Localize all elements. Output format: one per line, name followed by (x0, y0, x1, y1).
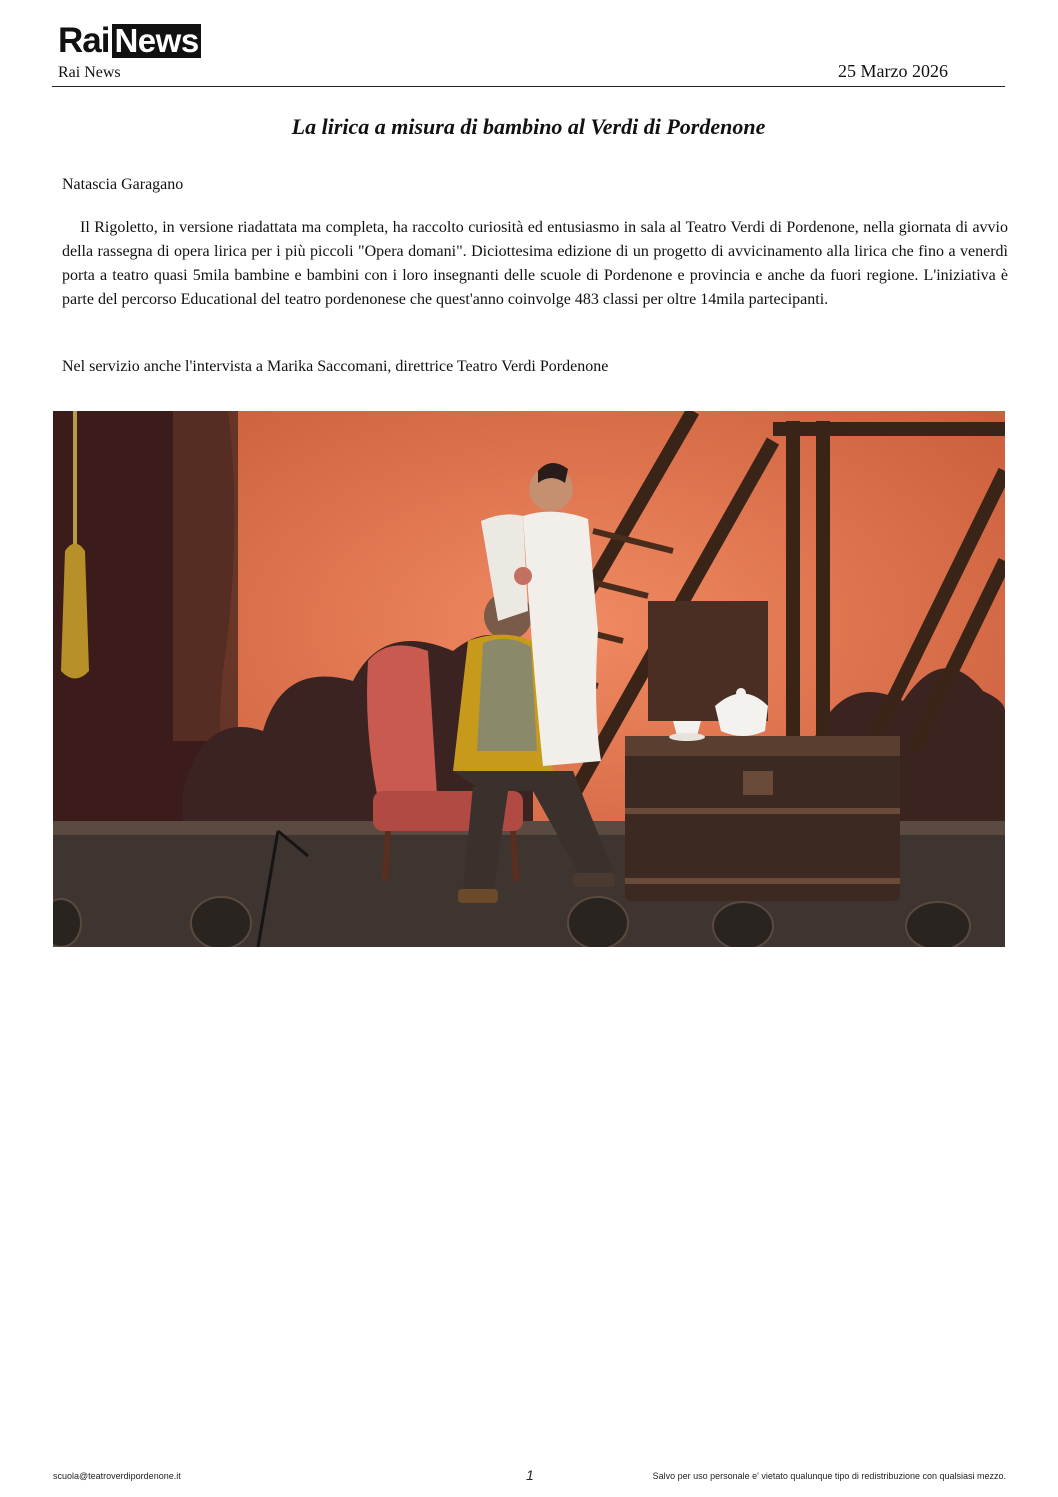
logo-news-text: News (114, 22, 199, 59)
article-note: Nel servizio anche l'intervista a Marika Saccomani, direttrice Teatro Verdi Pordenone (62, 358, 609, 375)
logo-rai-text: Rai (58, 21, 110, 60)
header-divider (52, 86, 1005, 87)
opera-stage-photo (53, 411, 1005, 947)
article-body: Il Rigoletto, in versione riadattata ma completa, ha raccolto curiosità ed entusiasmo in sala al Teatro Verdi di Pordenone, nella giornata di avvio della rassegna di opera lirica per i più piccoli "Opera domani". Diciottesima edizione di un progetto di avvicinamento alla lirica che fino a venerdì porta a teatro quasi 5mila bambine e bambini con i loro insegnanti delle scuole di Pordenone e provincia e anche da fuori regione. L'iniziativa è parte del percorso Educational del teatro pordenonese che quest'anno coinvolge 483 classi per oltre 14mila partecipanti. (62, 219, 1008, 308)
stage-tower (173, 411, 238, 741)
footer-email: scuola@teatroverdipordenone.it (53, 1471, 181, 1481)
source-name: Rai News (58, 64, 121, 81)
rai-news-logo (58, 22, 201, 60)
article-author: Natascia Garagano (62, 176, 184, 193)
page-number: 1 (526, 1467, 534, 1483)
publication-date: 25 Marzo 2026 (838, 61, 948, 81)
tassel (61, 544, 89, 679)
footer-disclaimer: Salvo per uso personale e' vietato qualunque tipo di redistribuzione con qualsiasi mezzo. (652, 1471, 1006, 1481)
article-title: La lirica a misura di bambino al Verdi di Pordenone (291, 114, 766, 139)
